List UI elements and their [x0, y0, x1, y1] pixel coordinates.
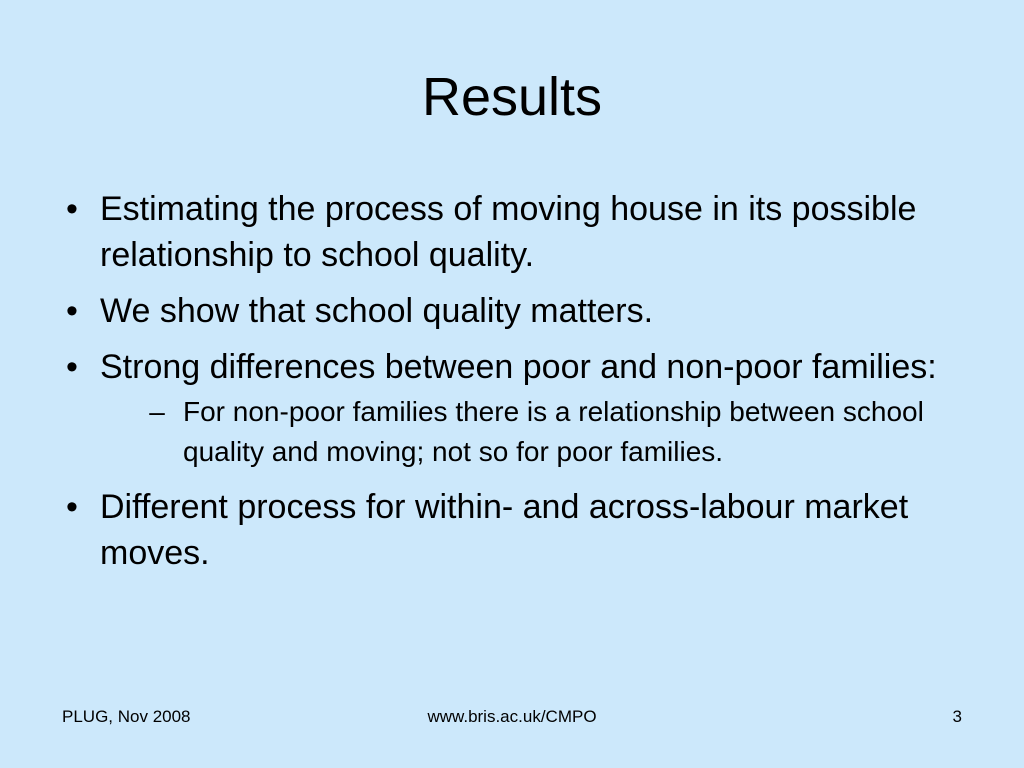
bullet-marker: •: [66, 190, 78, 228]
bullet-marker: •: [66, 348, 78, 386]
bullet-item: [62, 186, 962, 278]
footer-event: PLUG, Nov 2008: [62, 707, 191, 726]
bullet-item: [62, 288, 962, 334]
sub-bullet-list: [100, 392, 962, 472]
bullet-list: [62, 186, 962, 586]
sub-bullet-item: [145, 392, 962, 472]
footer-url: www.bris.ac.uk/CMPO: [427, 707, 597, 726]
bullet-marker: •: [66, 488, 78, 526]
bullet-marker: •: [66, 292, 78, 330]
bullet-text: Estimating the process of moving house in its possible relationship to school quality.: [100, 190, 917, 274]
slide-title: Results: [421, 67, 603, 127]
sub-bullet-text: For non-poor families there is a relationship between school quality and moving; not so for poor families.: [183, 396, 924, 467]
bullet-text: We show that school quality matters.: [100, 292, 654, 330]
slide-number: 3: [952, 707, 962, 726]
bullet-item: [62, 344, 962, 472]
bullet-text: Strong differences between poor and non-poor families:: [100, 348, 937, 386]
bullet-item: [62, 484, 962, 576]
bullet-text: Different process for within- and across-labour market moves.: [100, 488, 909, 572]
sub-bullet-marker: –: [149, 396, 165, 427]
